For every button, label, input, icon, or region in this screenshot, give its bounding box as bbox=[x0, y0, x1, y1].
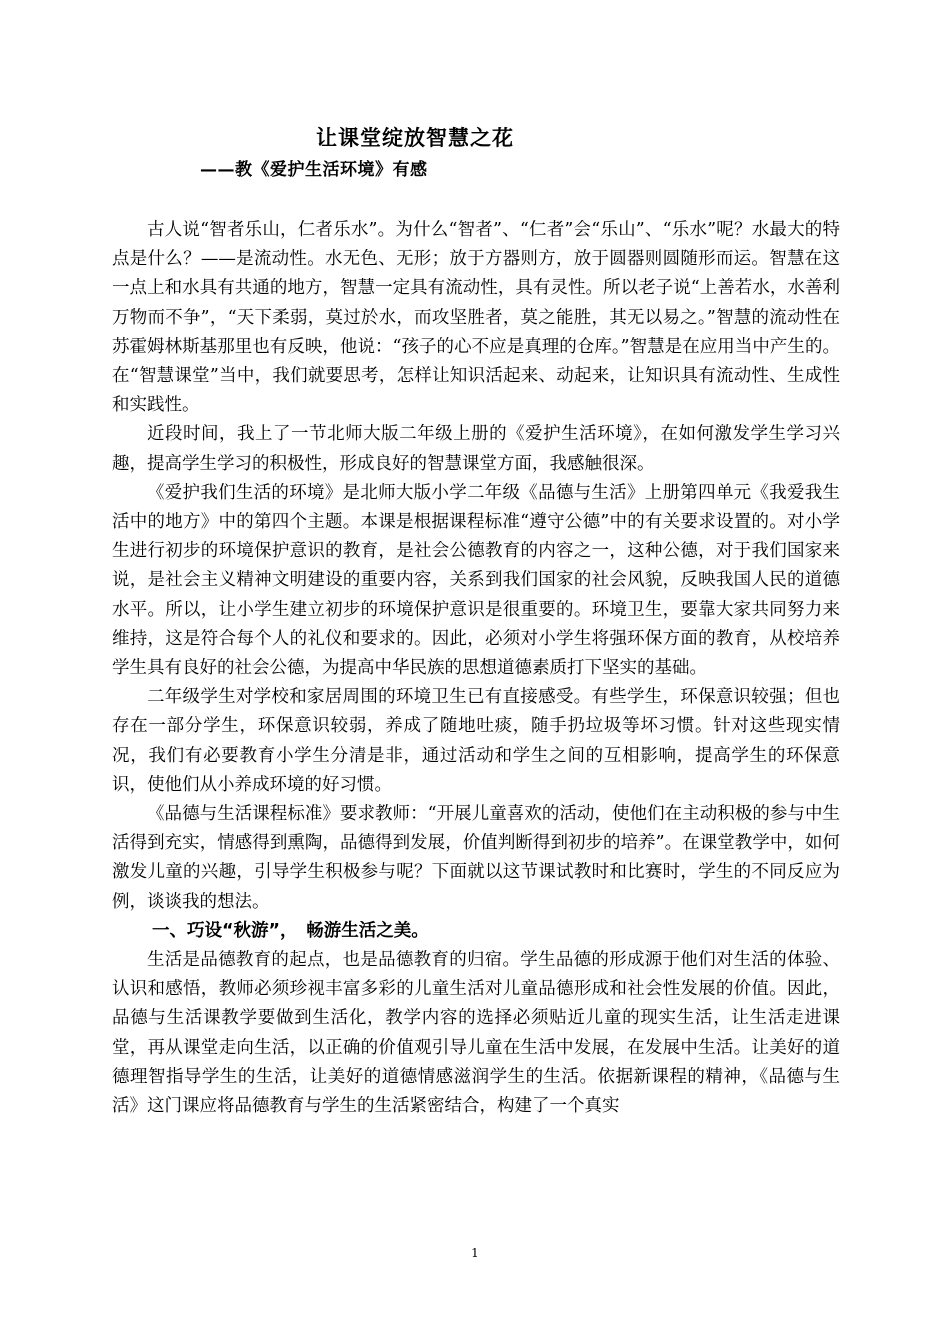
paragraph: 《品德与生活课程标准》要求教师：“开展儿童喜欢的活动，使他们在主动积极的参与中生活得到充实，情感得到熏陶，品德得到发展，价值判断得到初步的培养”。在课堂教学中，如何激发儿童的兴趣，引导学生积极参与呢？下面就以这节课试教时和比赛时，学生的不同反应为例，谈谈我的想法。 bbox=[112, 804, 840, 912]
paragraph: 生活是品德教育的起点，也是品德教育的归宿。学生品德的形成源于他们对生活的体验、认识和感悟，教师必须珍视丰富多彩的儿童生活对儿童品德形成和社会性发展的价值。因此，品德与生活课教学要做到生活化，教学内容的选择必须贴近儿童的现实生活，让生活走进课堂，再从课堂走向生活，以正确的价值观引导儿童在生活中发展，在发展中生活。让美好的道德理智指导学生的生活，让美好的道德情感滋润学生的生活。依据新课程的精神，《品德与生活》这门课应将品德教育与学生的生活紧密结合，构建了一个真实 bbox=[112, 950, 840, 1117]
page-number: 1 bbox=[471, 1246, 479, 1260]
paragraph: 古人说“智者乐山，仁者乐水”。为什么“智者”、“仁者”会“乐山”、“乐水”呢？水最大的特点是什么？——是流动性。水无色、无形；放于方器则方，放于圆器则圆随形而运。智慧在这一点上和水具有共通的地方，智慧一定具有流动性，具有灵性。所以老子说“上善若水，水善利万物而不争”，“天下柔弱，莫过於水，而攻坚胜者，莫之能胜，其无以易之。”智慧的流动性在苏霍姆林斯基那里也有反映，他说：“孩子的心不应是真理的仓库。”智慧是在应用当中产生的。在“智慧课堂”当中，我们就要思考，怎样让知识活起来、动起来，让知识具有流动性、生成性和实践性。 bbox=[112, 220, 840, 416]
section-heading: 一、巧设“秋游”， 畅游生活之美。 bbox=[152, 920, 429, 941]
paragraph: 二年级学生对学校和家居周围的环境卫生已有直接感受。有些学生，环保意识较强；但也存在一部分学生，环保意识较弱，养成了随地吐痰，随手扔垃圾等坏习惯。针对这些现实情况，我们有必要教育小学生分清是非，通过活动和学生之间的互相影响，提高学生的环保意识，使他们从小养成环境的好习惯。 bbox=[112, 687, 840, 795]
document-body bbox=[112, 216, 840, 1121]
document-subtitle: ——教《爱护生活环境》有感 bbox=[200, 160, 428, 180]
paragraph: 《爱护我们生活的环境》是北师大版小学二年级《品德与生活》上册第四单元《我爱我生活中的地方》中的第四个主题。本课是根据课程标准“遵守公德”中的有关要求设置的。对小学生进行初步的环境保护意识的教育，是社会公德教育的内容之一，这种公德，对于我们国家来说，是社会主义精神文明建设的重要内容，关系到我们国家的社会风貌，反映我国人民的道德水平。所以，让小学生建立初步的环境保护意识是很重要的。环境卫生，要靠大家共同努力来维持，这是符合每个人的礼仪和要求的。因此，必须对小学生将强环保方面的教育，从校培养学生具有良好的社会公德，为提高中华民族的思想道德素质打下坚实的基础。 bbox=[112, 482, 840, 679]
document-title: 让课堂绽放智慧之花 bbox=[316, 126, 514, 150]
paragraph: 近段时间，我上了一节北师大版二年级上册的《爱护生活环境》，在如何激发学生学习兴趣，提高学生学习的积极性，形成良好的智慧课堂方面，我感触很深。 bbox=[112, 424, 840, 474]
